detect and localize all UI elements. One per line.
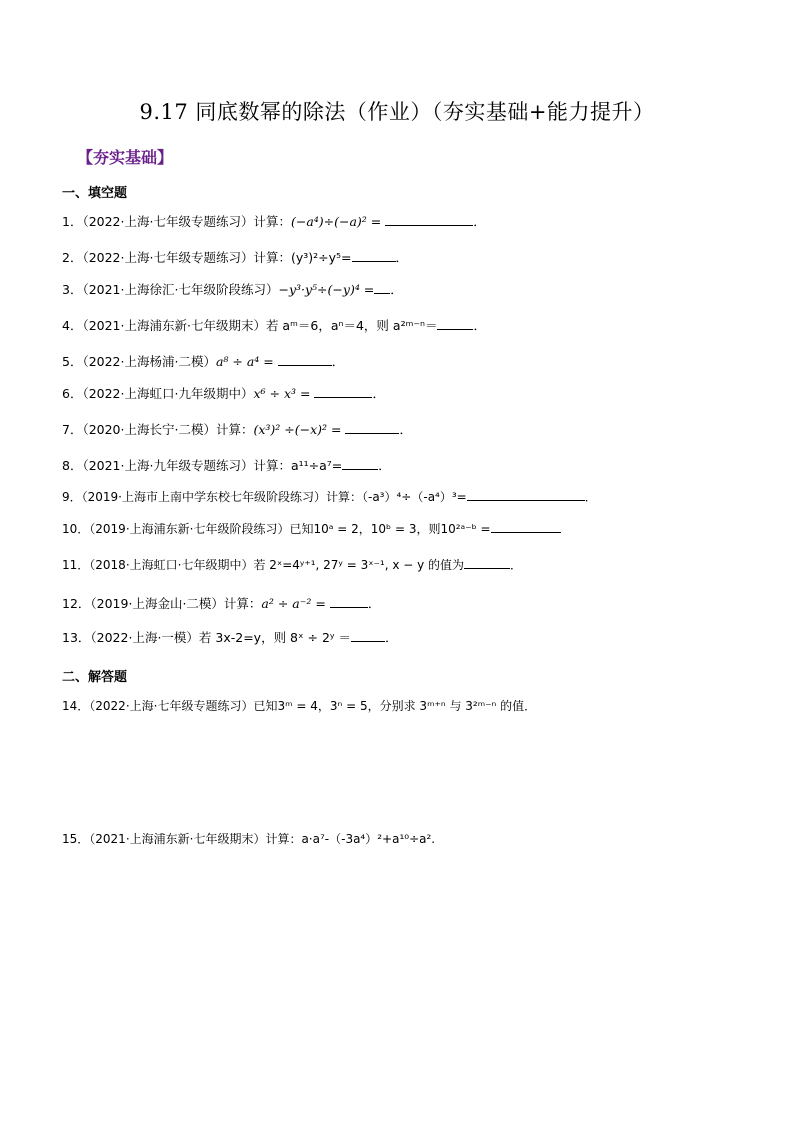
part2-heading: 二、解答题	[62, 670, 128, 685]
answer-blank[interactable]	[278, 353, 332, 366]
question-expression: (−a⁴)÷(−a)² =	[290, 214, 382, 229]
question-source: （2021·上海浦东新·七年级期末）若 aᵐ＝6，aⁿ＝4，则 a²ᵐ⁻ⁿ＝	[82, 318, 438, 333]
question-15	[62, 830, 435, 847]
answer-blank[interactable]	[352, 249, 396, 262]
part1-heading: 一、填空题	[62, 186, 128, 201]
question-12: 12．（2019·上海金山·二模）计算：a² ÷ a⁻² = ．	[62, 596, 381, 611]
question-source: （2022·上海虹口·九年级期中）	[82, 386, 254, 401]
question-number: 11．	[62, 558, 90, 572]
answer-blank[interactable]	[351, 629, 385, 642]
section-heading: 【夯实基础】	[77, 148, 174, 167]
question-6: 6．（2022·上海虹口·九年级期中）x⁶ ÷ x³ = ．	[62, 386, 385, 401]
question-expression: a⁸ ÷ a⁴ =	[215, 354, 274, 369]
answer-blank[interactable]	[345, 421, 399, 434]
question-source: （2019·上海浦东新·七年级阶段练习）已知10ᵃ = 2，10ᵇ = 3，则10²ᵃ⁻ᵇ =	[89, 522, 491, 536]
question-number: 4．	[62, 318, 83, 333]
answer-blank[interactable]	[385, 213, 473, 226]
question-3: 3．（2021·上海徐汇·七年级阶段练习）−y³·y⁵÷(−y)⁴ = ．	[62, 282, 403, 297]
answer-blank[interactable]	[491, 520, 561, 533]
answer-blank[interactable]	[467, 488, 585, 501]
answer-blank[interactable]	[330, 595, 368, 608]
answer-blank[interactable]	[464, 556, 510, 569]
question-source: （2021·上海徐汇·七年级阶段练习）	[82, 282, 279, 297]
question-source: （2019·上海金山·二模）计算：	[90, 596, 262, 611]
question-number: 1．	[62, 214, 83, 229]
question-source: （2021·上海·九年级专题练习）计算：	[82, 458, 291, 473]
answer-blank[interactable]	[374, 281, 390, 294]
question-expression: （-a³）⁴÷（-a⁴）³=	[362, 490, 467, 504]
question-text: （2021·上海浦东新·七年级期末）计算：a·a⁷-（-3a⁴）²+a¹⁰÷a².	[89, 832, 436, 846]
answer-blank[interactable]	[437, 317, 473, 330]
question-expression: x⁶ ÷ x³ =	[253, 386, 311, 401]
question-number: 5．	[62, 354, 83, 369]
question-number: 14．	[62, 699, 90, 713]
question-11: 11．（2018·上海虹口·七年级期中）若 2ˣ=4ʸ⁺¹, 27ʸ = 3ˣ⁻¹, x − y 的值为 ．	[62, 558, 523, 572]
answer-blank[interactable]	[342, 457, 378, 470]
question-10	[62, 520, 561, 537]
question-14	[62, 697, 536, 714]
question-13: 13．（2022·上海·一模）若 3x-2=y，则 8ˣ ÷ 2ʸ ＝ ．	[62, 630, 398, 645]
question-number: 8．	[62, 458, 83, 473]
question-source: （2022·上海·七年级专题练习）计算：	[82, 250, 291, 265]
question-number: 6．	[62, 386, 83, 401]
question-number: 3．	[62, 282, 83, 297]
question-source: （2020·上海长宁·二模）计算：	[82, 422, 254, 437]
question-expression: a¹¹÷a⁷=	[290, 458, 343, 473]
question-9: 9．（2019·上海市上南中学东校七年级阶段练习）计算：（-a³）⁴÷（-a⁴）³= ．	[62, 490, 597, 504]
question-number: 7．	[62, 422, 83, 437]
question-4: 4．（2021·上海浦东新·七年级期末）若 aᵐ＝6，aⁿ＝4，则 a²ᵐ⁻ⁿ＝ ．	[62, 318, 486, 333]
question-number: 13．	[62, 630, 91, 645]
question-text: （2022·上海·七年级专题练习）已知3ᵐ = 4，3ⁿ = 5，分别求 3ᵐ⁺ⁿ 与 3²ᵐ⁻ⁿ 的值．	[89, 699, 537, 713]
question-expression: −y³·y⁵÷(−y)⁴ =	[278, 282, 375, 297]
question-5: 5．（2022·上海杨浦·二模）a⁸ ÷ a⁴ = ．	[62, 354, 345, 369]
question-1: 1．（2022·上海·七年级专题练习）计算：(−a⁴)÷(−a)² = ．	[62, 214, 486, 229]
question-expression: (x³)² ÷(−x)² =	[253, 422, 342, 437]
question-2: 2．（2022·上海·七年级专题练习）计算：(y³)²÷y⁵= ．	[62, 250, 409, 265]
question-expression: (y³)²÷y⁵=	[290, 250, 352, 265]
question-7: 7．（2020·上海长宁·二模）计算：(x³)² ÷(−x)² = ．	[62, 422, 412, 437]
question-8: 8．（2021·上海·九年级专题练习）计算：a¹¹÷a⁷= ．	[62, 458, 391, 473]
question-source: （2022·上海·一模）若 3x-2=y，则 8ˣ ÷ 2ʸ ＝	[90, 630, 352, 645]
question-expression: a² ÷ a⁻² =	[261, 596, 326, 611]
question-source: （2022·上海·七年级专题练习）计算：	[82, 214, 291, 229]
question-source: （2018·上海虹口·七年级期中）若 2ˣ=4ʸ⁺¹, 27ʸ = 3ˣ⁻¹, x − y 的值为	[89, 558, 465, 572]
question-source: （2019·上海市上南中学东校七年级阶段练习）计算：	[81, 490, 362, 504]
question-number: 10．	[62, 522, 90, 536]
answer-blank[interactable]	[314, 385, 372, 398]
question-number: 15．	[62, 832, 90, 846]
question-number: 9．	[62, 490, 82, 504]
question-number: 2．	[62, 250, 83, 265]
page-title: 9.17 同底数幂的除法（作业）（夯实基础+能力提升）	[139, 100, 655, 124]
question-number: 12．	[62, 596, 91, 611]
question-source: （2022·上海杨浦·二模）	[82, 354, 216, 369]
